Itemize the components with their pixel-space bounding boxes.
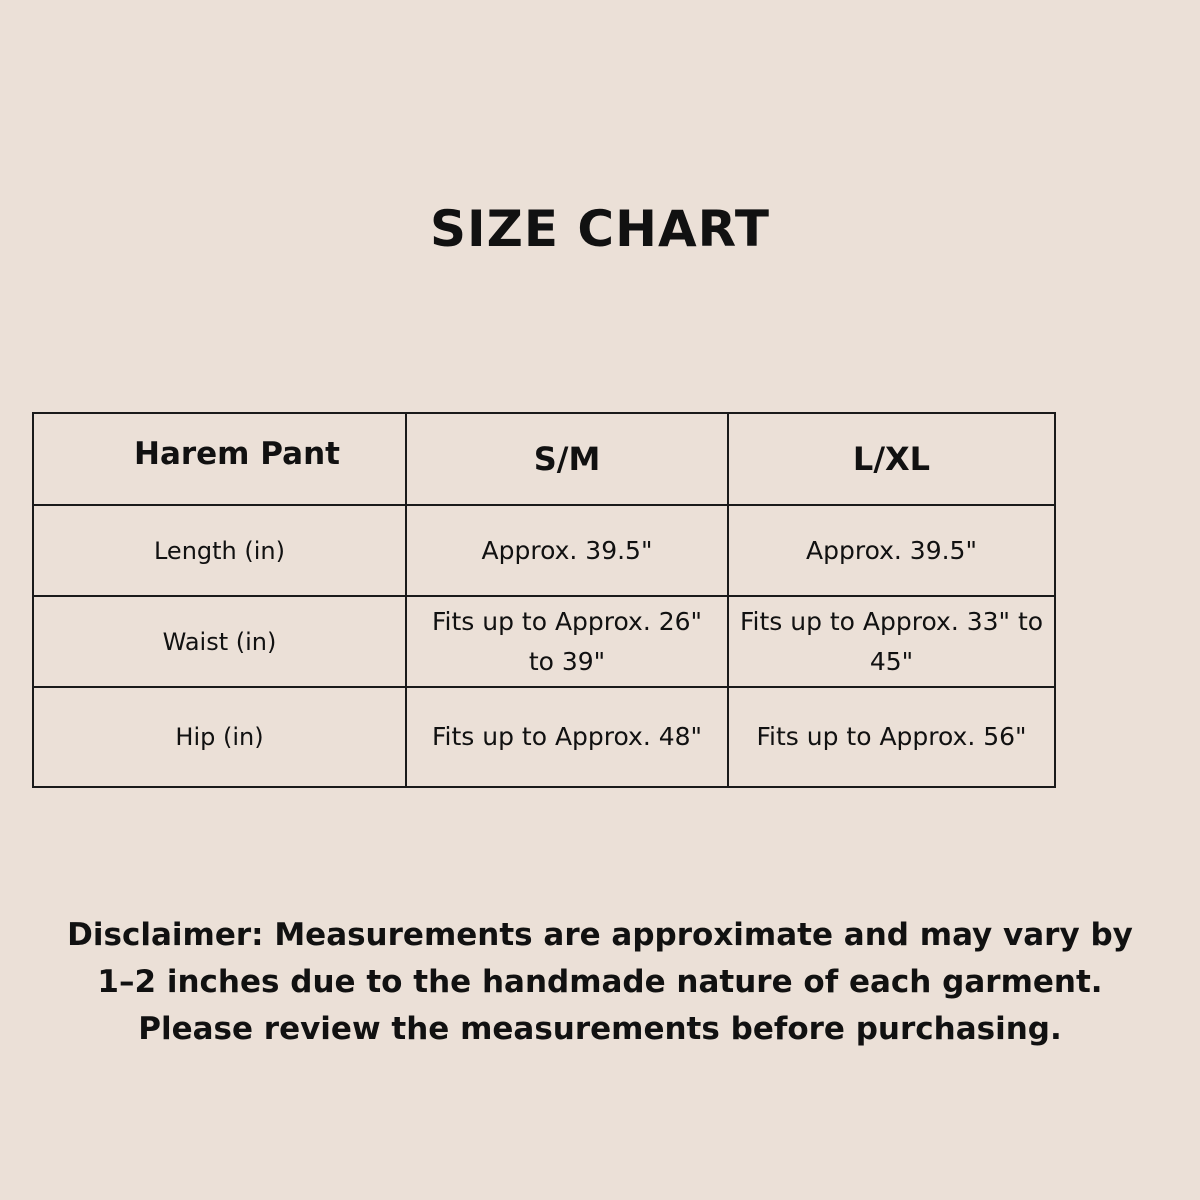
cell-waist-l-xl: Fits up to Approx. 33" to 45" xyxy=(728,596,1055,687)
cell-length-l-xl: Approx. 39.5" xyxy=(728,505,1055,596)
disclaimer-line-3: Please review the measurements before purchasing. xyxy=(138,1011,1062,1047)
cell-length-s-m: Approx. 39.5" xyxy=(406,505,728,596)
cell-waist-s-m: Fits up to Approx. 26" to 39" xyxy=(406,596,728,687)
cell-hip-l-xl: Fits up to Approx. 56" xyxy=(728,687,1055,787)
cell-hip-s-m: Fits up to Approx. 48" xyxy=(406,687,728,787)
row-label-waist: Waist (in) xyxy=(33,596,406,687)
row-label-length: Length (in) xyxy=(33,505,406,596)
table-row-length xyxy=(33,505,1055,596)
row-label-hip: Hip (in) xyxy=(33,687,406,787)
size-header-s-m: S/M xyxy=(406,413,728,505)
table-row-hip xyxy=(33,687,1055,787)
size-chart-table xyxy=(32,412,1056,788)
table-row-waist xyxy=(33,596,1055,687)
size-header-l-xl: L/XL xyxy=(728,413,1055,505)
table-header-row xyxy=(33,413,1055,505)
product-name-header: Harem Pant xyxy=(33,413,406,505)
disclaimer-line-2: 1–2 inches due to the handmade nature of each garment. xyxy=(97,964,1103,1000)
disclaimer-line-1: Disclaimer: Measurements are approximate and may vary by xyxy=(67,917,1133,953)
page-title: SIZE CHART xyxy=(429,200,771,258)
disclaimer-text xyxy=(40,912,1160,1053)
